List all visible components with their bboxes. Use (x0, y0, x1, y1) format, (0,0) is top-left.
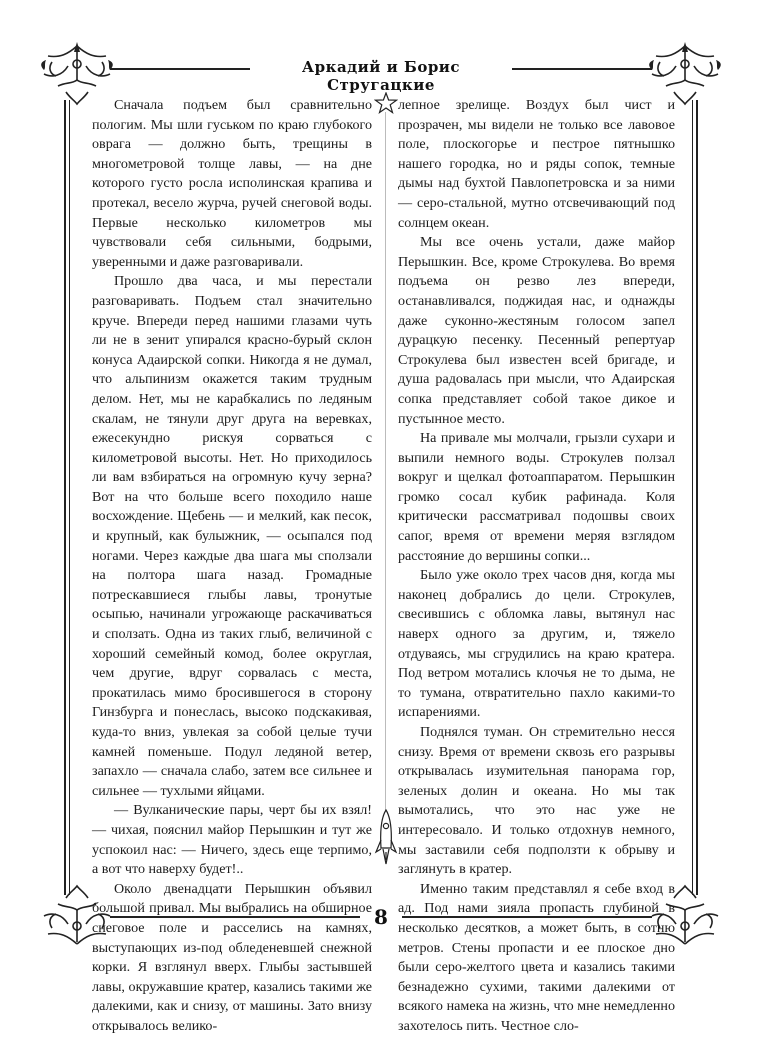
paragraph: Сначала подъем был сравнительно пологим. Мы шли гуськом по краю глубокого оврага — должно быть, трещины в многометровой толще лавы, — на дне которого густо росла исполинская крапива и протекал, весело журча, ручей снеговой воды. Первые несколько километров мы чувствовали себя сильными, бодрыми, уверенными и даже разговаривали. (92, 97, 372, 270)
rocket-icon (374, 808, 398, 868)
paragraph: Поднялся туман. Он стремительно несся снизу. Время от времени сквозь его разрывы открывалась изумительная панорама гор, зеленых долин и океана. Но мы так вымотались, что это нас уже не интересовало. И только отдохнув немного, мы заставили себя подползти к обрыву и заглянуть в кратер. (398, 724, 675, 878)
paragraph: Именно таким представлял я себе вход в ад. Под нами зияла пропасть глубиной в несколько десятков, а может быть, в сотню метров. Стены пропасти и ее плоское дно были серо-желтого цвета и казались такими безнадежно сухими, такими далекими от всякого намека на жизнь, что мне немедленно захотелось пить. Честное сло- (398, 880, 675, 1034)
top-rule-left (110, 68, 250, 70)
text-column-right (398, 96, 675, 1037)
paragraph: Около двенадцати Перышкин объявил большой привал. Мы выбрались на обширное снеговое поле и расселись на камнях, выступающих из-под обледеневшей снежной корки. Я взглянул вверх. Глыбы застывшей лавы, окружавшие кратер, казались такими же далекими, как и снизу, от машины. Зато внизу открывалось велико- (92, 880, 372, 1034)
paragraph: Мы все очень устали, даже майор Перышкин. Все, кроме Строкулева. Во время подъема он резво лез впереди, останавливался, поджидая нас, и однажды даже суконно-жестяным голосом запел дурацкую песенку. Песенный репертуар Строкулева был известен всей бригаде, и душа радовалась при мысли, что Адаирская сопка представляет собой такое дикое и пустынное место. (398, 234, 675, 427)
paragraph-continued: лепное зрелище. Воздух был чист и прозрачен, мы видели не только все лавовое поле, плоскогорье и пестрое пятнышко нашего городка, но и ряды сопок, темные дымы над бухтой Павлопетровска и за ними — серо-стальной, мутно отсвечивающий под солнцем океан. (398, 97, 675, 231)
star-outline-icon (374, 92, 398, 114)
paragraph: На привале мы молчали, грызли сухари и выпили немного воды. Строкулев ползал вокруг и щелкал фотоаппаратом. Перышкин громко сосал кубик рафинада. Коля критически рассматривал подошвы своих сапог, время от времени меряя взглядом расстояние до вершины сопки... (398, 430, 675, 564)
right-border-line (696, 100, 698, 895)
left-border-line-inner (69, 100, 70, 895)
right-border-line-inner (692, 100, 693, 895)
running-header-title: Аркадий и Борис Стругацкие (301, 58, 461, 94)
page-number: 8 (374, 905, 388, 929)
paragraph: Было уже около трех часов дня, когда мы наконец добрались до цели. Строкулев, свесившись с обломка лавы, вытянул нас наверх одного за другим, и, тяжело отдуваясь, мы сгрудились на краю кратера. Под ветром мотались клочья не то дыма, не то тумана, отвратительно пахло какими-то испарениями. (398, 567, 675, 721)
column-divider (385, 112, 386, 812)
top-rule-right (512, 68, 652, 70)
paragraph: Прошло два часа, и мы перестали разговаривать. Подъем стал значительно круче. Впереди перед нашими глазами чуть ли не в зенит упирался красно-бурый склон конуса Адаирской сопки. Никогда я не думал, что альпинизм окажется таким трудным делом. Нет, мы не карабкались по ледяным скалам, не тянули друг друга на веревках, ежесекундно рискуя сорваться с километровой высоты. Нет. Но приходилось ли вам взбираться на огромную кучу зерна? Вот на что больше всего походило наше восхождение. Щебень — и мелкий, как песок, и крупный, как булыжник, — осыпался под ногами. Через каждые два шага мы сползали на полтора шага назад. Громадные потрескавшиеся глыбы лавы, тронутые осыпью, начинали угрожающе раскачиваться и сползать. Одна из таких глыб, величиной с хороший семейный комод, более округлая, чем другие, вдруг сорвалась с места, прокатилась мимо бросившегося в сторону Гинзбурга и понеслась, высоко подскакивая, куда-то вниз, увлекая за собой целые тучи камней поменьше. Подул ледяной ветер, запахло — сначала слабо, затем все сильнее и сильнее — тухлыми яйцами. (92, 273, 372, 799)
text-column-left (92, 96, 372, 1037)
left-border-line (64, 100, 66, 895)
paragraph: — Вулканические пары, черт бы их взял! — чихая, пояснил майор Перышкин и тут же успокоил нас: — Ничего, здесь еще терпимо, а вот что наверху будет!.. (92, 802, 372, 878)
